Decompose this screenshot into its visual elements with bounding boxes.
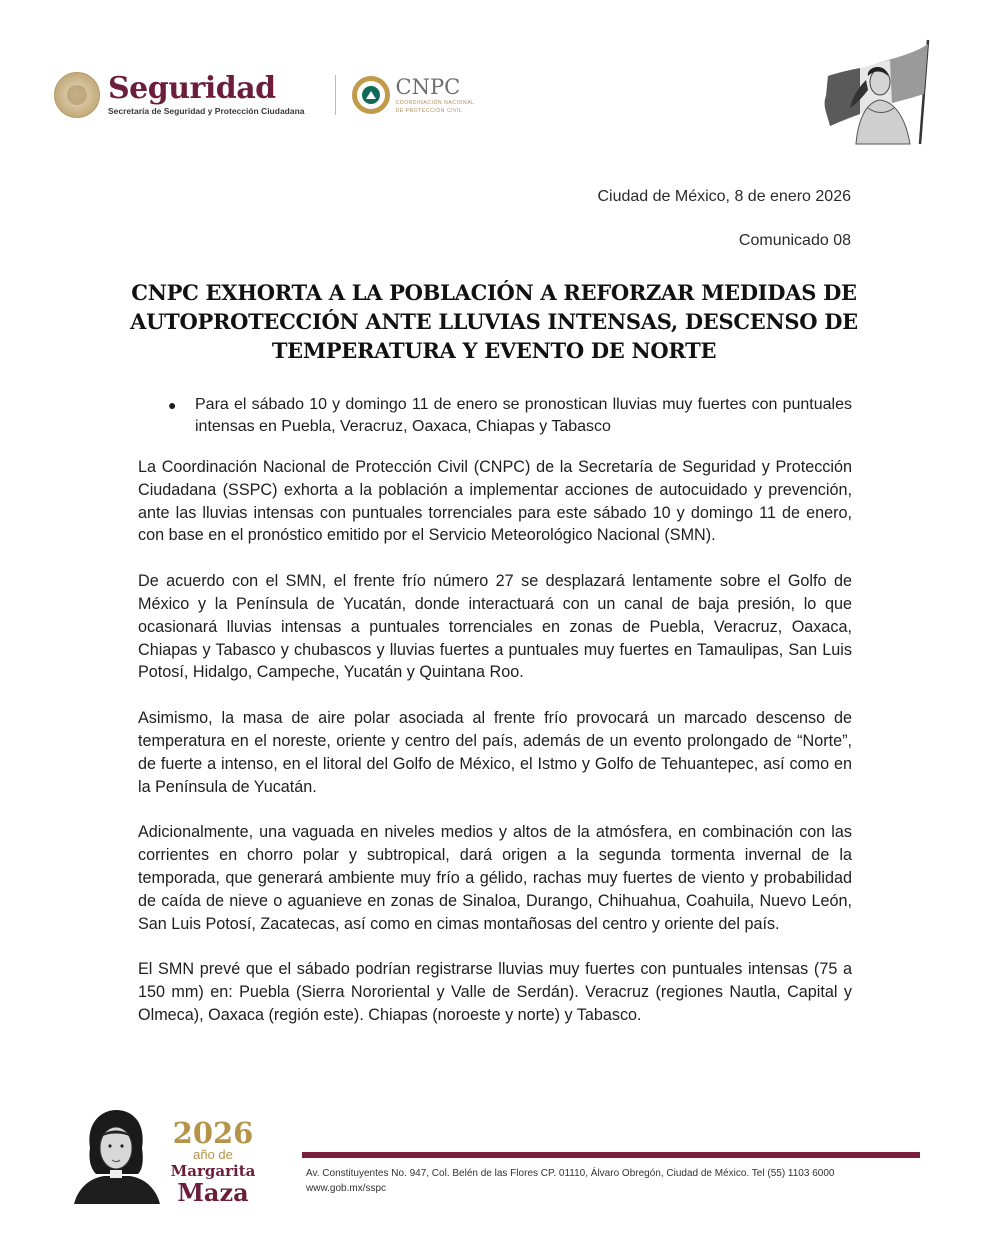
cnpc-logo-subtitle-1: COORDINACIÓN NACIONAL [395, 100, 475, 106]
cnpc-logo-title: CNPC [395, 75, 461, 99]
cnpc-logo-subtitle-2: DE PROTECCIÓN CIVIL [395, 108, 463, 114]
header-logos [54, 70, 475, 120]
seguridad-logo-title: Seguridad [108, 71, 276, 106]
year-name-first: Margarita [170, 1162, 256, 1180]
bullet-icon: ● [168, 397, 177, 413]
seguridad-logo-subtitle: Secretaría de Seguridad y Protección Ciudadana [108, 106, 305, 116]
paragraph: Adicionalmente, una vaguada en niveles medios y altos de la atmósfera, en combinación con las corrientes en chorro polar y subtropical, dará origen a la segunda tormenta invernal de la temporada, que generará ambiente muy frío a gélido, rachas muy fuertes de viento y probabilidad de caída de nieve o aguanieve en zonas de Sinaloa, Durango, Chihuahua, Coahuila, Nuevo León, San Luis Potosí, Zacatecas, así como en cimas montañosas del centro y oriente del país. [138, 823, 852, 933]
page-title: CNPC EXHORTA A LA POBLACIÓN A REFORZAR MEDIDAS DE AUTOPROTECCIÓN ANTE LLUVIAS INTENSAS, DESCENSO DE TEMPERATURA Y EVENTO DE NORTE [130, 280, 858, 363]
year-name-last: Maza [177, 1178, 249, 1207]
communique-number: Comunicado 08 [738, 232, 851, 249]
seguridad-logo [108, 71, 305, 116]
body-text [138, 456, 852, 1050]
cnpc-logo [396, 76, 475, 114]
footer-address: Av. Constituyentes No. 947, Col. Belén de las Flores CP. 01110, Álvaro Obregón, Ciudad de México. Tel (55) 1103 6000 www.gob.mx/sspc [306, 1168, 835, 1194]
margarita-maza-portrait-icon [68, 1108, 164, 1204]
heroine-flag-illustration-icon [820, 36, 942, 148]
cnpc-emblem-icon [352, 76, 390, 114]
summary-bullet [168, 394, 852, 438]
bullet-text: Para el sábado 10 y domingo 11 de enero se pronostican lluvias muy fuertes con puntuales intensas en Puebla, Veracruz, Oaxaca, Chiapas y Tabasco [195, 396, 852, 435]
national-seal-icon [54, 72, 100, 118]
place-date: Ciudad de México, 8 de enero 2026 [597, 188, 851, 205]
year-commemoration-logo [170, 1118, 256, 1206]
paragraph: Asimismo, la masa de aire polar asociada al frente frío provocará un marcado descenso de temperatura en el noreste, oriente y centro del país, además de un evento prolongado de “Norte”, de fuerte a intenso, en el litoral del Golfo de México, el Istmo y Golfo de Tehuantepec, así como en la Península de Yucatán. [138, 709, 852, 796]
year-de: año de [193, 1147, 233, 1162]
paragraph: El SMN prevé que el sábado podrían registrarse lluvias muy fuertes con puntuales intensas (75 a 150 mm) en: Puebla (Sierra Nororiental y Valle de Serdán). Veracruz (regiones Nautla, Capital y Olmeca), Oaxaca (región este). Chiapas (noroeste y norte) y Tabasco. [138, 960, 852, 1024]
year-number: 2026 [172, 1116, 254, 1150]
paragraph: De acuerdo con el SMN, el frente frío número 27 se desplazará lentamente sobre el Golfo de México y la Península de Yucatán, donde interactuará con un canal de baja presión, lo que ocasionará lluvias intensas a puntuales torrenciales en zonas de Puebla, Veracruz, Oaxaca, Chiapas y Tabasco y chubascos y lluvias fuertes a puntuales muy fuertes en Tamaulipas, San Luis Potosí, Hidalgo, Campeche, Yucatán y Quintana Roo. [138, 572, 852, 682]
logo-divider [335, 75, 336, 115]
footer-divider [302, 1152, 920, 1158]
paragraph: La Coordinación Nacional de Protección Civil (CNPC) de la Secretaría de Seguridad y Protección Ciudadana (SSPC) exhorta a la población a implementar acciones de autocuidado y prevención, ante las lluvias intensas con puntuales torrenciales para este sábado 10 y domingo 11 de enero, con base en el pronóstico emitido por el Servicio Meteorológico Nacional (SMN). [138, 458, 852, 545]
